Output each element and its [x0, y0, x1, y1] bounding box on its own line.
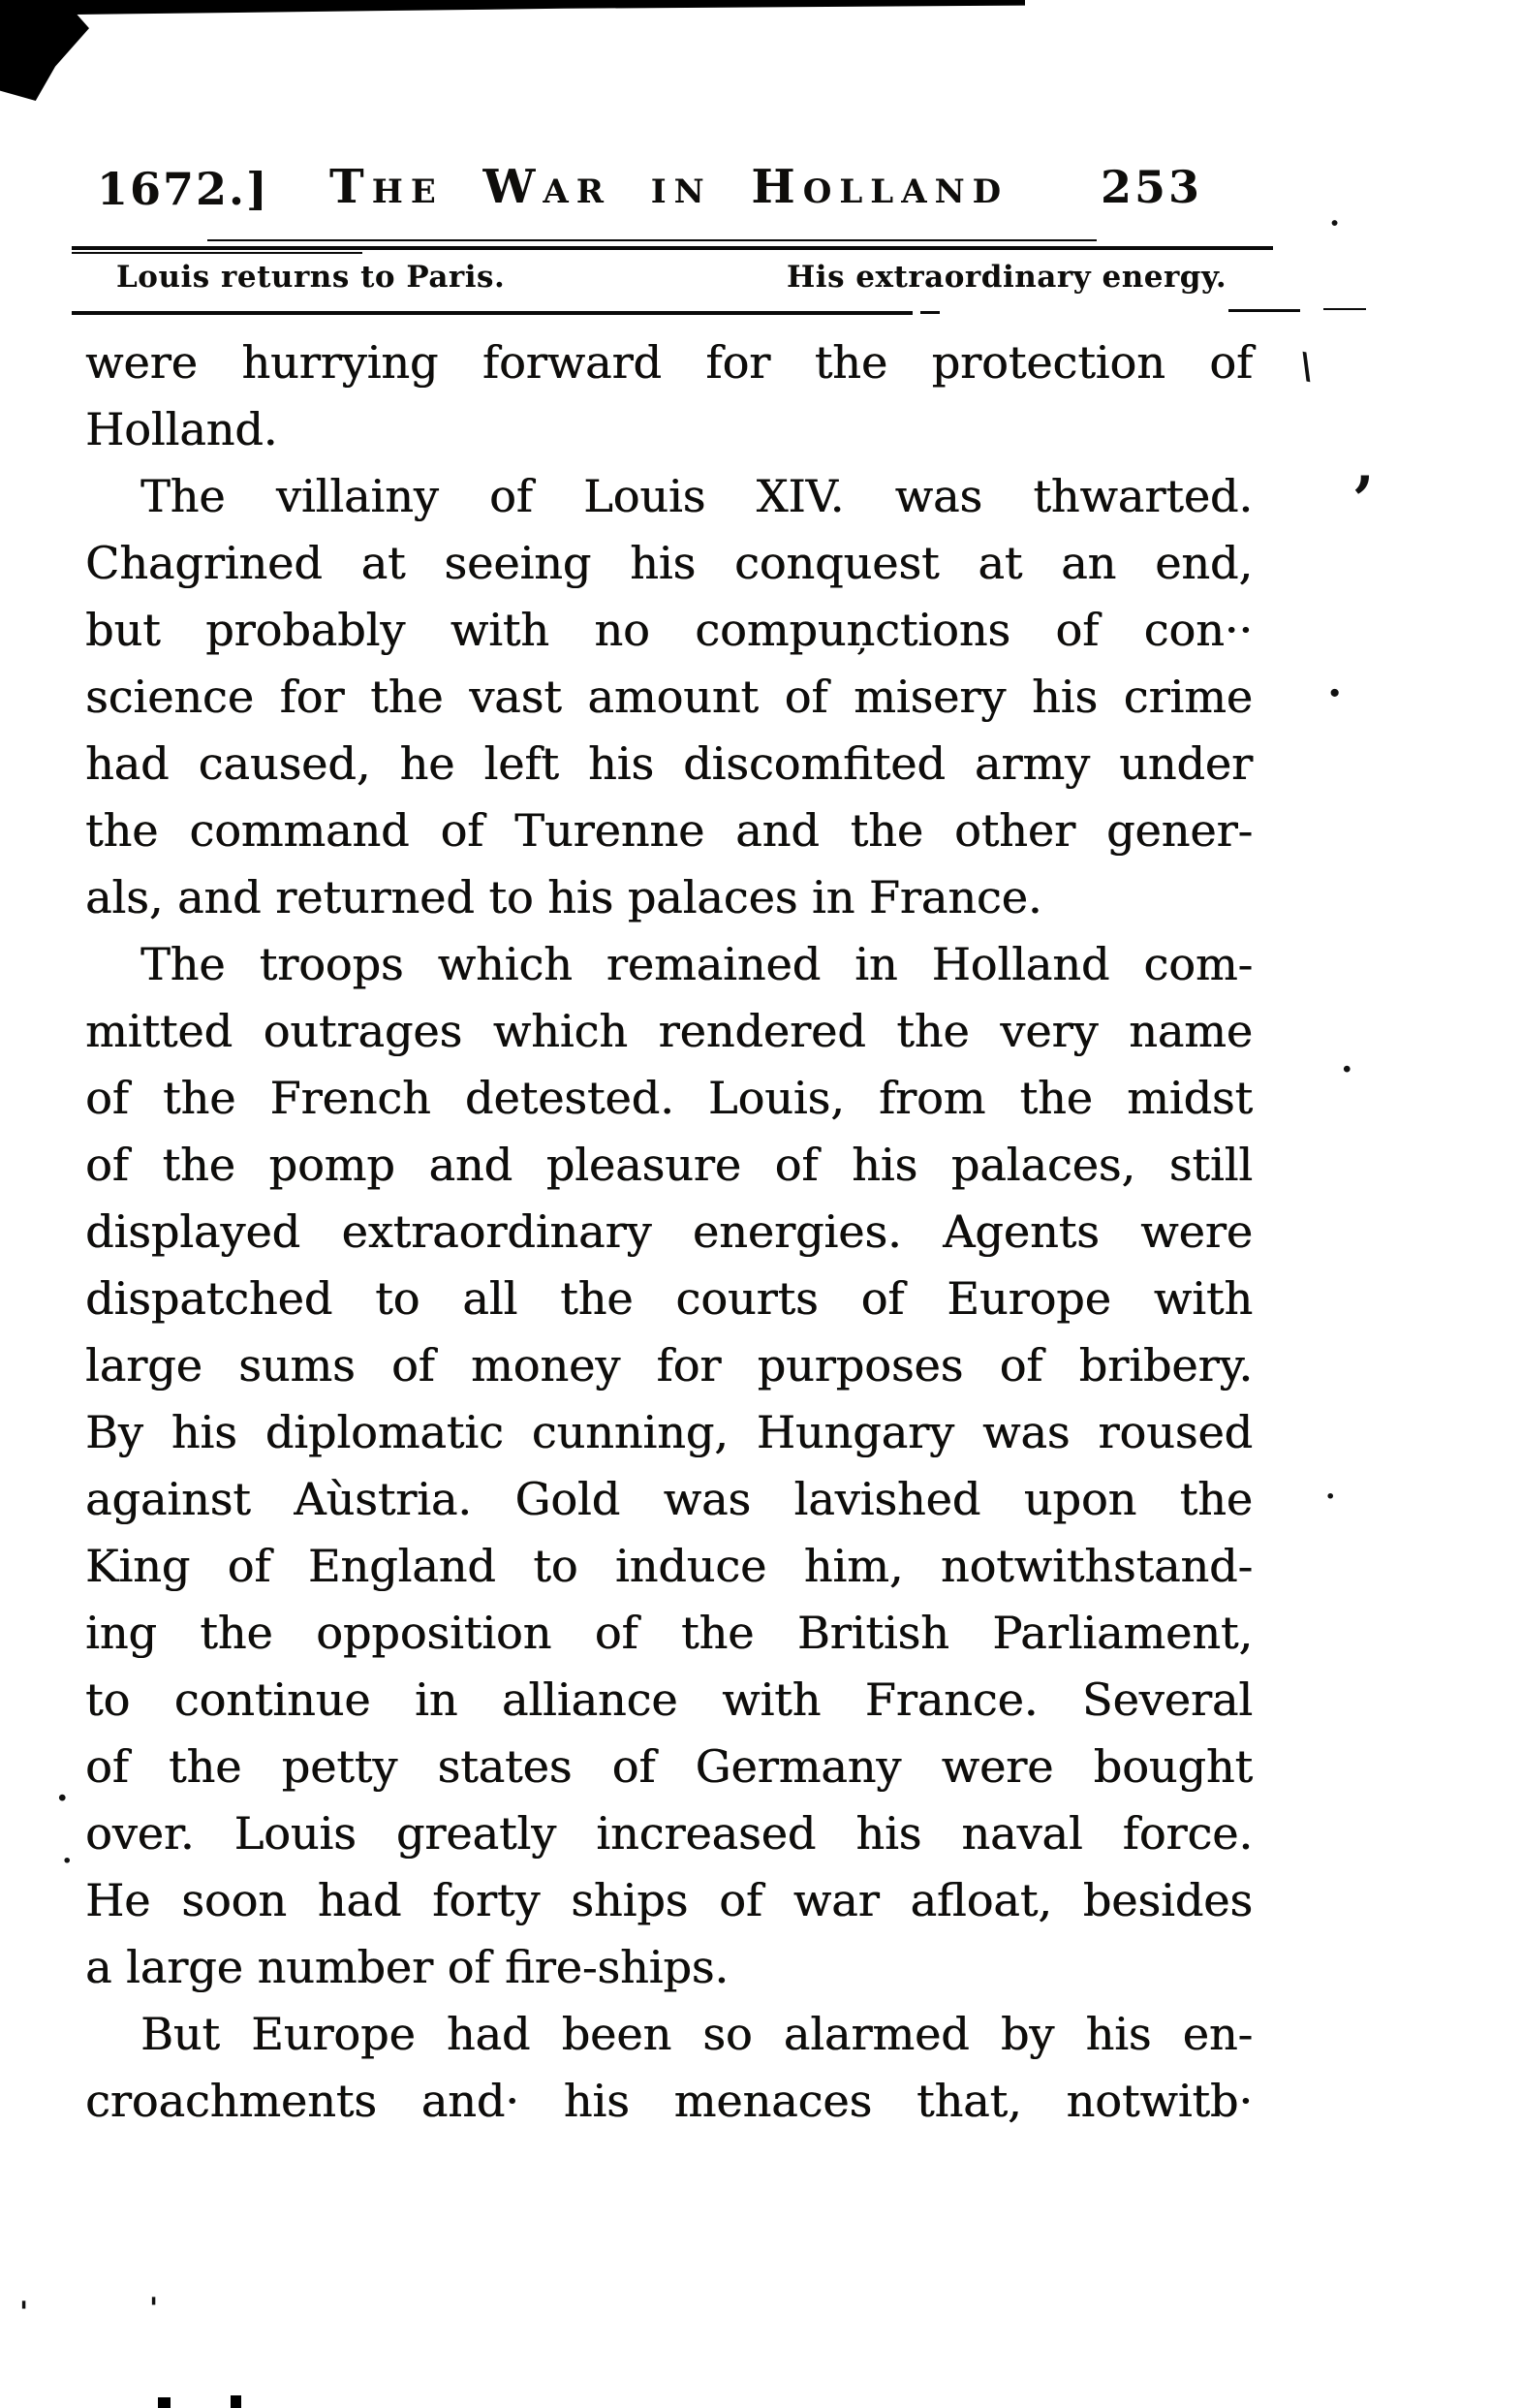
scan-ink-speck: · — [1327, 669, 1343, 718]
scan-ink-speck: ' — [149, 2292, 159, 2326]
text-line: But Europe had been so alarmed by his en- — [140, 2008, 1253, 2060]
scan-ink-speck: · — [56, 1778, 69, 1819]
scan-ink-speck: · — [1329, 204, 1341, 241]
header-rule-bottom — [72, 311, 913, 315]
text-line: King of England to induce him, notwithstand- — [85, 1540, 1253, 1592]
text-line: of the petty states of Germany were bought — [85, 1740, 1253, 1793]
text-line: als, and returned to his palaces in France. — [85, 871, 1042, 923]
body-text — [85, 329, 1253, 2135]
scan-ink-speck — [231, 2395, 241, 2408]
text-line: of the French detested. Louis, from the midst — [85, 1072, 1253, 1124]
text-line: Holland. — [85, 403, 278, 455]
text-line: against Aùstria. Gold was lavished upon the — [85, 1473, 1253, 1525]
page-title: The War in Holland — [329, 160, 1009, 214]
scan-ink-speck: , — [1354, 431, 1375, 499]
running-note-right: His extraordinary energy. — [787, 260, 1227, 295]
scan-top-edge-artifact — [0, 0, 1025, 16]
header-rule-top-thin — [207, 239, 1097, 241]
header-rule-top-double-left — [72, 252, 362, 254]
text-line: By his diplomatic cunning, Hungary was roused — [85, 1406, 1253, 1458]
header-rule-bottom-dash — [1323, 308, 1366, 310]
text-line: of the pomp and pleasure of his palaces, still — [85, 1139, 1253, 1191]
scan-ink-speck — [158, 2397, 171, 2408]
header-rule-bottom-dash — [920, 311, 940, 314]
text-line: the command of Turenne and the other gener- — [85, 804, 1253, 857]
scan-ink-speck: ' — [19, 2296, 29, 2330]
text-line: He soon had forty ships of war afloat, besides — [85, 1874, 1253, 1926]
text-line: The troops which remained in Holland com- — [140, 938, 1253, 990]
text-line: dispatched to all the courts of Europe with — [85, 1272, 1253, 1325]
scan-ink-speck: · — [1341, 1049, 1353, 1090]
text-line: croachments and· his menaces that, notwitb· — [85, 2075, 1253, 2127]
text-line: The villainy of Louis XIV. was thwarted. — [140, 470, 1253, 522]
text-line: Chagrined at seeing his conquest at an end, — [85, 537, 1253, 589]
text-line: but probably with no compuņctions of con·· — [85, 604, 1253, 656]
text-line: over. Louis greatly increased his naval force. — [85, 1807, 1253, 1860]
header-rule-top — [72, 246, 1273, 250]
running-note-left: Louis returns to Paris. — [116, 260, 506, 295]
scan-ink-speck: · — [1325, 1480, 1336, 1514]
text-line: large sums of money for purposes of bribery. — [85, 1339, 1253, 1392]
text-line: were hurrying forward for the protection of — [85, 336, 1253, 389]
header-year-bracket: 1672.] — [97, 163, 269, 215]
text-line: mitted outrages which rendered the very name — [85, 1005, 1253, 1057]
text-line: science for the vast amount of misery his crime — [85, 671, 1253, 723]
scan-ink-speck: · — [62, 1844, 73, 1878]
text-line: had caused, he left his discomfited army under — [85, 737, 1253, 790]
text-line: to continue in alliance with France. Several — [85, 1673, 1253, 1726]
text-line: ing the opposition of the British Parliament, — [85, 1607, 1253, 1659]
scan-ink-speck: \ — [1296, 345, 1317, 388]
text-line: displayed extraordinary energies. Agents were — [85, 1205, 1253, 1258]
header-page-number: 253 — [1101, 161, 1203, 213]
text-line: a large number of fire-ships. — [85, 1941, 730, 1993]
header-rule-bottom-dash — [1228, 309, 1300, 312]
scan-corner-blob — [0, 0, 89, 101]
